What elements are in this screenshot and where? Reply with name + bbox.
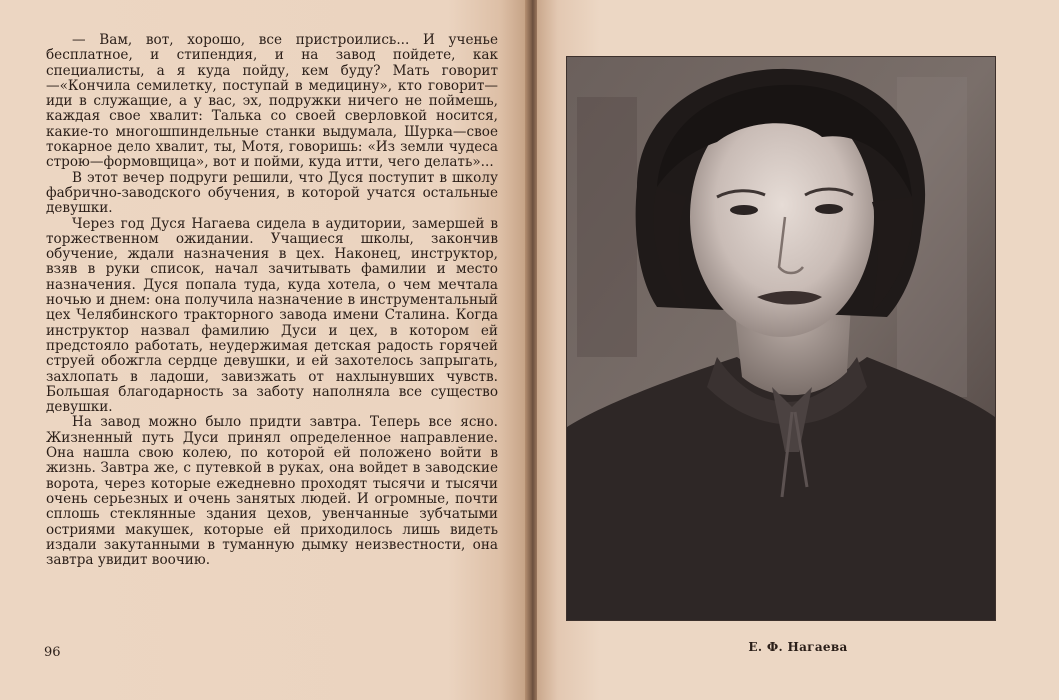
paragraph: На завод можно было придти завтра. Теперь все ясно. Жизненный путь Дуси принял определенное направление. Она нашла свою колею, по которой ей положено войти в жизнь. Завтра же, с путевкой в руках, она войдет в заводские ворота, через которые ежедневно проходят тысячи и тысячи очень серьезных и очень занятых людей. И огромные, почти сплошь стеклянные здания цехов, увенчанные зубчатыми остриями макушек, которые ей приходилось лишь видеть издали закутанными в туманную дымку неизвестности, она завтра увидит воочию. [46,414,498,569]
photo-caption: Е. Ф. Нагаева [748,640,848,654]
portrait-photo [567,57,995,620]
body-text [46,33,498,568]
page-number: 96 [44,645,61,660]
right-page [537,0,1059,700]
paragraph: — Вам, вот, хорошо, все пристроились... И ученье бесплатное, и стипендия, и на завод пойдете, как специалисты, а я куда пойду, кем буду? Мать говорит—«Кончила семилетку, поступай в медицину», кто говорит—иди в служащие, а у вас, эх, подружки ничего не поймешь, каждая свое хвалит: Талька со своей сверловкой носится, какие-то многошпиндельные станки выдумала, Шурка—свое токарное дело хвалит, ты, Мотя, говоришь: «Из земли чудеса строю—формовщица», вот и пойми, куда итти, чего делать»... [46,32,498,171]
paragraph: Через год Дуся Нагаева сидела в аудитории, замершей в торжественном ожидании. Учащиеся школы, закончив обучение, ждали назначения в цех. Наконец, инструктор, взяв в руки список, начал зачитывать фамилии и место назначения. Дуся попала туда, куда хотела, о чем мечтала ночью и днем: она получила назначение в инструментальный цех Челябинского тракторного завода имени Сталина. Когда инструктор назвал фамилию Дуси и цех, в котором ей предстояло работать, неудержимая детская радость горячей струей обожгла сердце девушки, и ей захотелось запрыгать, захлопать в ладоши, завизжать от нахлынувших чувств. Большая благодарность за заботу наполняла все существо девушки. [46,215,498,416]
left-page [0,0,527,700]
portrait-illustration [567,57,995,620]
paragraph: В этот вечер подруги решили, что Дуся поступит в школу фабрично-заводского обучения, в которой учатся остальные девушки. [46,169,498,217]
